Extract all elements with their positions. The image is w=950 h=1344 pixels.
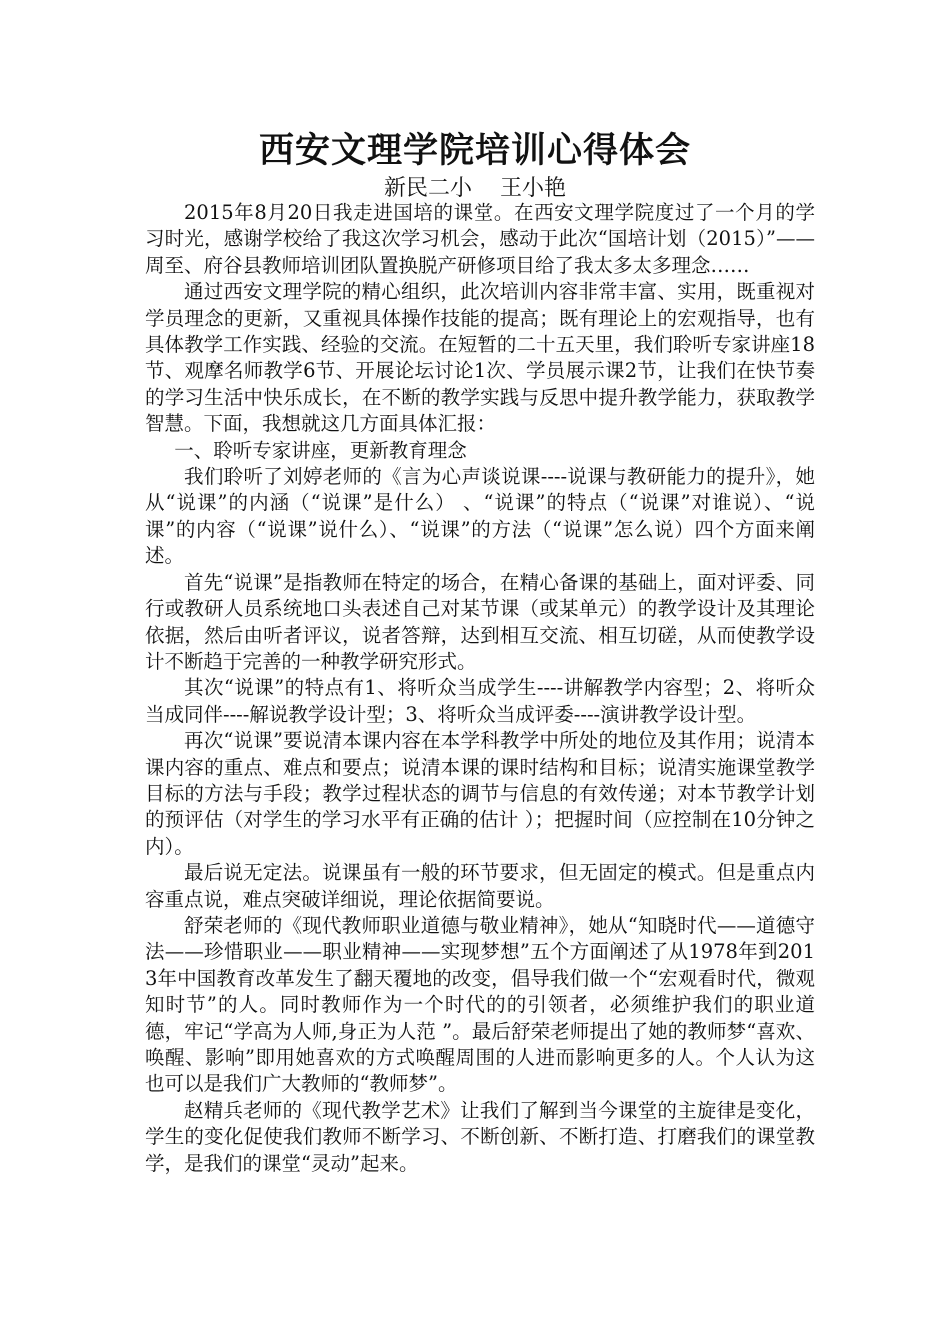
- document-title: 西安文理学院培训心得体会: [258, 131, 691, 171]
- paragraph-overview: 通过西安文理学院的精心组织，此次培训内容非常丰富、实用，既重视对学员理念的更新，又重视具体操作技能的提高；既有理论上的宏观指导，也有具体教学工作实践、经验的交流。在短暂的二十五天里，我们聆听专家讲座18节、观摩名师教学6节、开展论坛讨论1次、学员展示课2节，让我们在快节奏的学习生活中快乐成长，在不断的教学实践与反思中提升教学能力，获取教学智慧。下面，我想就这几方面具体汇报：: [145, 280, 815, 436]
- paragraph-last: 最后说无定法。说课虽有一般的环节要求，但无固定的模式。但是重点内容重点说，难点突破详细说，理论依据简要说。: [145, 861, 815, 911]
- paragraph-first: 首先“说课”是指教师在特定的场合，在精心备课的基础上，面对评委、同行或教研人员系统地口头表述自己对某节课（或某单元）的教学设计及其理论依据，然后由听者评议，说者答辩，达到相互交流、相互切磋，从而使教学设计不断趋于完善的一种教学研究形式。: [145, 570, 815, 673]
- paragraph-shurong: 舒荣老师的《现代教师职业道德与敬业精神》，她从“知晓时代——道德守法——珍惜职业——职业精神——实现梦想”五个方面阐述了从1978年到2013年中国教育改革发生了翻天覆地的改变，倡导我们做一个“宏观看时代，微观知时节”的人。同时教师作为一个时代的的引领者，必须维护我们的职业道德，牢记“学高为人师,身正为人范 ”。最后舒荣老师提出了她的教师梦“喜欢、唤醒、影响”即用她喜欢的方式唤醒周围的人进而影响更多的人。个人认为这也可以是我们广大教师的“教师梦”。: [145, 913, 815, 1096]
- paragraph-second: 其次“说课”的特点有1、将听众当成学生----讲解教学内容型；2、将听众当成同伴----解说教学设计型；3、将听众当成评委----演讲教学设计型。: [145, 676, 815, 726]
- section-heading: 一、聆听专家讲座，更新教育理念: [174, 438, 467, 462]
- document-author: 新民二小 王小艳: [384, 176, 566, 201]
- paragraph-intro: 2015年8月20日我走进国培的课堂。在西安文理学院度过了一个月的学习时光，感谢学校给了我这次学习机会，感动于此次“国培计划（2015）”——周至、府谷县教师培训团队置换脱产研修项目给了我太多太多理念……: [145, 201, 815, 277]
- paragraph-third: 再次“说课”要说清本课内容在本学科教学中所处的地位及其作用；说清本课内容的重点、难点和要点；说清本课的课时结构和目标；说清实施课堂教学目标的方法与手段；教学过程状态的调节与信息的有效传递；对本节教学计划的预评估（对学生的学习水平有正确的估计 ）；把握时间（应控制在10分钟之内）。: [145, 729, 815, 858]
- paragraph-liuting: 我们聆听了刘婷老师的《言为心声谈说课----说课与教研能力的提升》，她从“说课”的内涵（“说课”是什么） 、“说课”的特点（“说课”对谁说）、“说课”的内容（“说课”说什么）、“说课”的方法（“说课”怎么说）四个方面来阐述。: [145, 465, 815, 568]
- paragraph-zhaojingbing: 赵精兵老师的《现代教学艺术》让我们了解到当今课堂的主旋律是变化，学生的变化促使我们教师不断学习、不断创新、不断打造、打磨我们的课堂教学，是我们的课堂“灵动”起来。: [145, 1098, 815, 1175]
- document-body: [145, 200, 815, 1177]
